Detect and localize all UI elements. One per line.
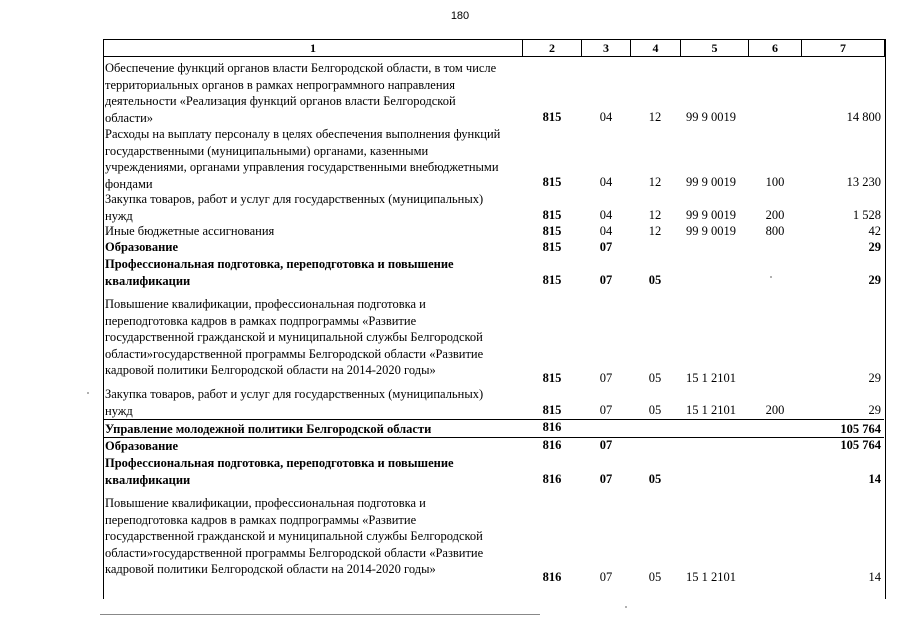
table-row-description: Профессиональная подготовка, переподготовка и повышение квалификации: [105, 456, 454, 487]
cell-admin-code: 815: [542, 273, 562, 287]
cell-amount: 14 800: [846, 110, 881, 124]
cell-admin-code: 816: [542, 420, 562, 434]
cell-admin-code: 815: [542, 208, 562, 222]
cell-subsection: 05: [648, 273, 662, 287]
table-row-description: Закупка товаров, работ и услуг для государственных (муниципальных) нужд: [105, 387, 484, 418]
cell-amount: 105 764: [840, 422, 881, 436]
cell-target-article: 15 1 2101: [686, 403, 736, 417]
cell-expense-type: 100: [765, 175, 785, 189]
column-header-4: 4: [630, 39, 681, 57]
cell-section: 04: [599, 208, 613, 222]
cell-admin-code: 815: [542, 403, 562, 417]
scan-artifact-line: [100, 614, 540, 615]
table-row-description: Обеспечение функций органов власти Белгородской области, в том числе территориальных органов в рамках непрограммного направления деятельности «Реализация функций органов власти Белгородской области»: [105, 61, 497, 125]
column-header-3: 3: [581, 39, 631, 57]
cell-amount: 29: [868, 240, 881, 254]
cell-section: 07: [599, 438, 613, 452]
cell-target-article: 99 9 0019: [686, 224, 736, 238]
cell-section: 04: [599, 110, 613, 124]
cell-admin-code: 816: [542, 570, 562, 584]
cell-admin-code: 815: [542, 240, 562, 254]
cell-target-article: 99 9 0019: [686, 208, 736, 222]
cell-target-article: 15 1 2101: [686, 570, 736, 584]
cell-section: 07: [599, 240, 613, 254]
cell-amount: 42: [868, 224, 881, 238]
column-header-6: 6: [748, 39, 802, 57]
cell-subsection: 05: [648, 472, 662, 486]
cell-expense-type: 200: [765, 403, 785, 417]
cell-section: 04: [599, 175, 613, 189]
cell-amount: 14: [868, 570, 881, 584]
cell-target-article: 99 9 0019: [686, 175, 736, 189]
cell-expense-type: 200: [765, 208, 785, 222]
scan-artifact-dot: [87, 392, 89, 394]
cell-amount: 1 528: [852, 208, 881, 222]
table-row-description: Повышение квалификации, профессиональная подготовка и переподготовка кадров в рамках подпрограммы «Развитие государственной гражданской и муниципальной службы Белгородской области»государственной программы Белгородской области «Развитие кадровой политики Белгородской области на 2014-2020 годы»: [105, 297, 484, 377]
cell-amount: 29: [868, 273, 881, 287]
page-number: 180: [450, 10, 470, 22]
cell-amount: 29: [868, 403, 881, 417]
cell-subsection: 12: [648, 224, 662, 238]
table-row-description: Образование: [105, 439, 179, 453]
cell-section: 07: [599, 403, 613, 417]
cell-admin-code: 815: [542, 175, 562, 189]
column-header-2: 2: [522, 39, 582, 57]
table-row-description: Закупка товаров, работ и услуг для государственных (муниципальных) нужд: [105, 192, 484, 223]
cell-expense-type: 800: [765, 224, 785, 238]
cell-subsection: 12: [648, 110, 662, 124]
cell-admin-code: 815: [542, 224, 562, 238]
column-header-7: 7: [801, 39, 885, 57]
table-row-description: Управление молодежной политики Белгородской области: [105, 422, 432, 436]
cell-admin-code: 815: [542, 110, 562, 124]
table-row-description: Повышение квалификации, профессиональная подготовка и переподготовка кадров в рамках подпрограммы «Развитие государственной гражданской и муниципальной службы Белгородской области»государственной программы Белгородской области «Развитие кадровой политики Белгородской области на 2014-2020 годы»: [105, 496, 484, 576]
cell-target-article: 15 1 2101: [686, 371, 736, 385]
cell-subsection: 05: [648, 403, 662, 417]
cell-subsection: 05: [648, 371, 662, 385]
cell-section: 07: [599, 371, 613, 385]
row-divider: [103, 419, 884, 420]
cell-subsection: 12: [648, 208, 662, 222]
table-row-description: Иные бюджетные ассигнования: [105, 224, 275, 238]
cell-amount: 14: [868, 472, 881, 486]
cell-section: 07: [599, 570, 613, 584]
cell-amount: 105 764: [840, 438, 881, 452]
cell-amount: 13 230: [846, 175, 881, 189]
cell-admin-code: 816: [542, 438, 562, 452]
table-row-description: Расходы на выплату персоналу в целях обеспечения выполнения функций государственными (муниципальными) органами, казенными учреждениями, органами управления государственными внебюджетными фондами: [105, 127, 501, 191]
cell-section: 04: [599, 224, 613, 238]
scan-artifact-dot: [625, 606, 627, 608]
cell-section: 07: [599, 273, 613, 287]
cell-admin-code: 815: [542, 371, 562, 385]
cell-amount: 29: [868, 371, 881, 385]
column-header-5: 5: [680, 39, 749, 57]
table-row-description: Образование: [105, 240, 179, 254]
cell-subsection: 05: [648, 570, 662, 584]
cell-target-article: 99 9 0019: [686, 110, 736, 124]
scan-artifact-dot: [770, 276, 772, 278]
cell-section: 07: [599, 472, 613, 486]
cell-subsection: 12: [648, 175, 662, 189]
table-row-description: Профессиональная подготовка, переподготовка и повышение квалификации: [105, 257, 454, 288]
cell-admin-code: 816: [542, 472, 562, 486]
column-header-1: 1: [103, 39, 523, 57]
